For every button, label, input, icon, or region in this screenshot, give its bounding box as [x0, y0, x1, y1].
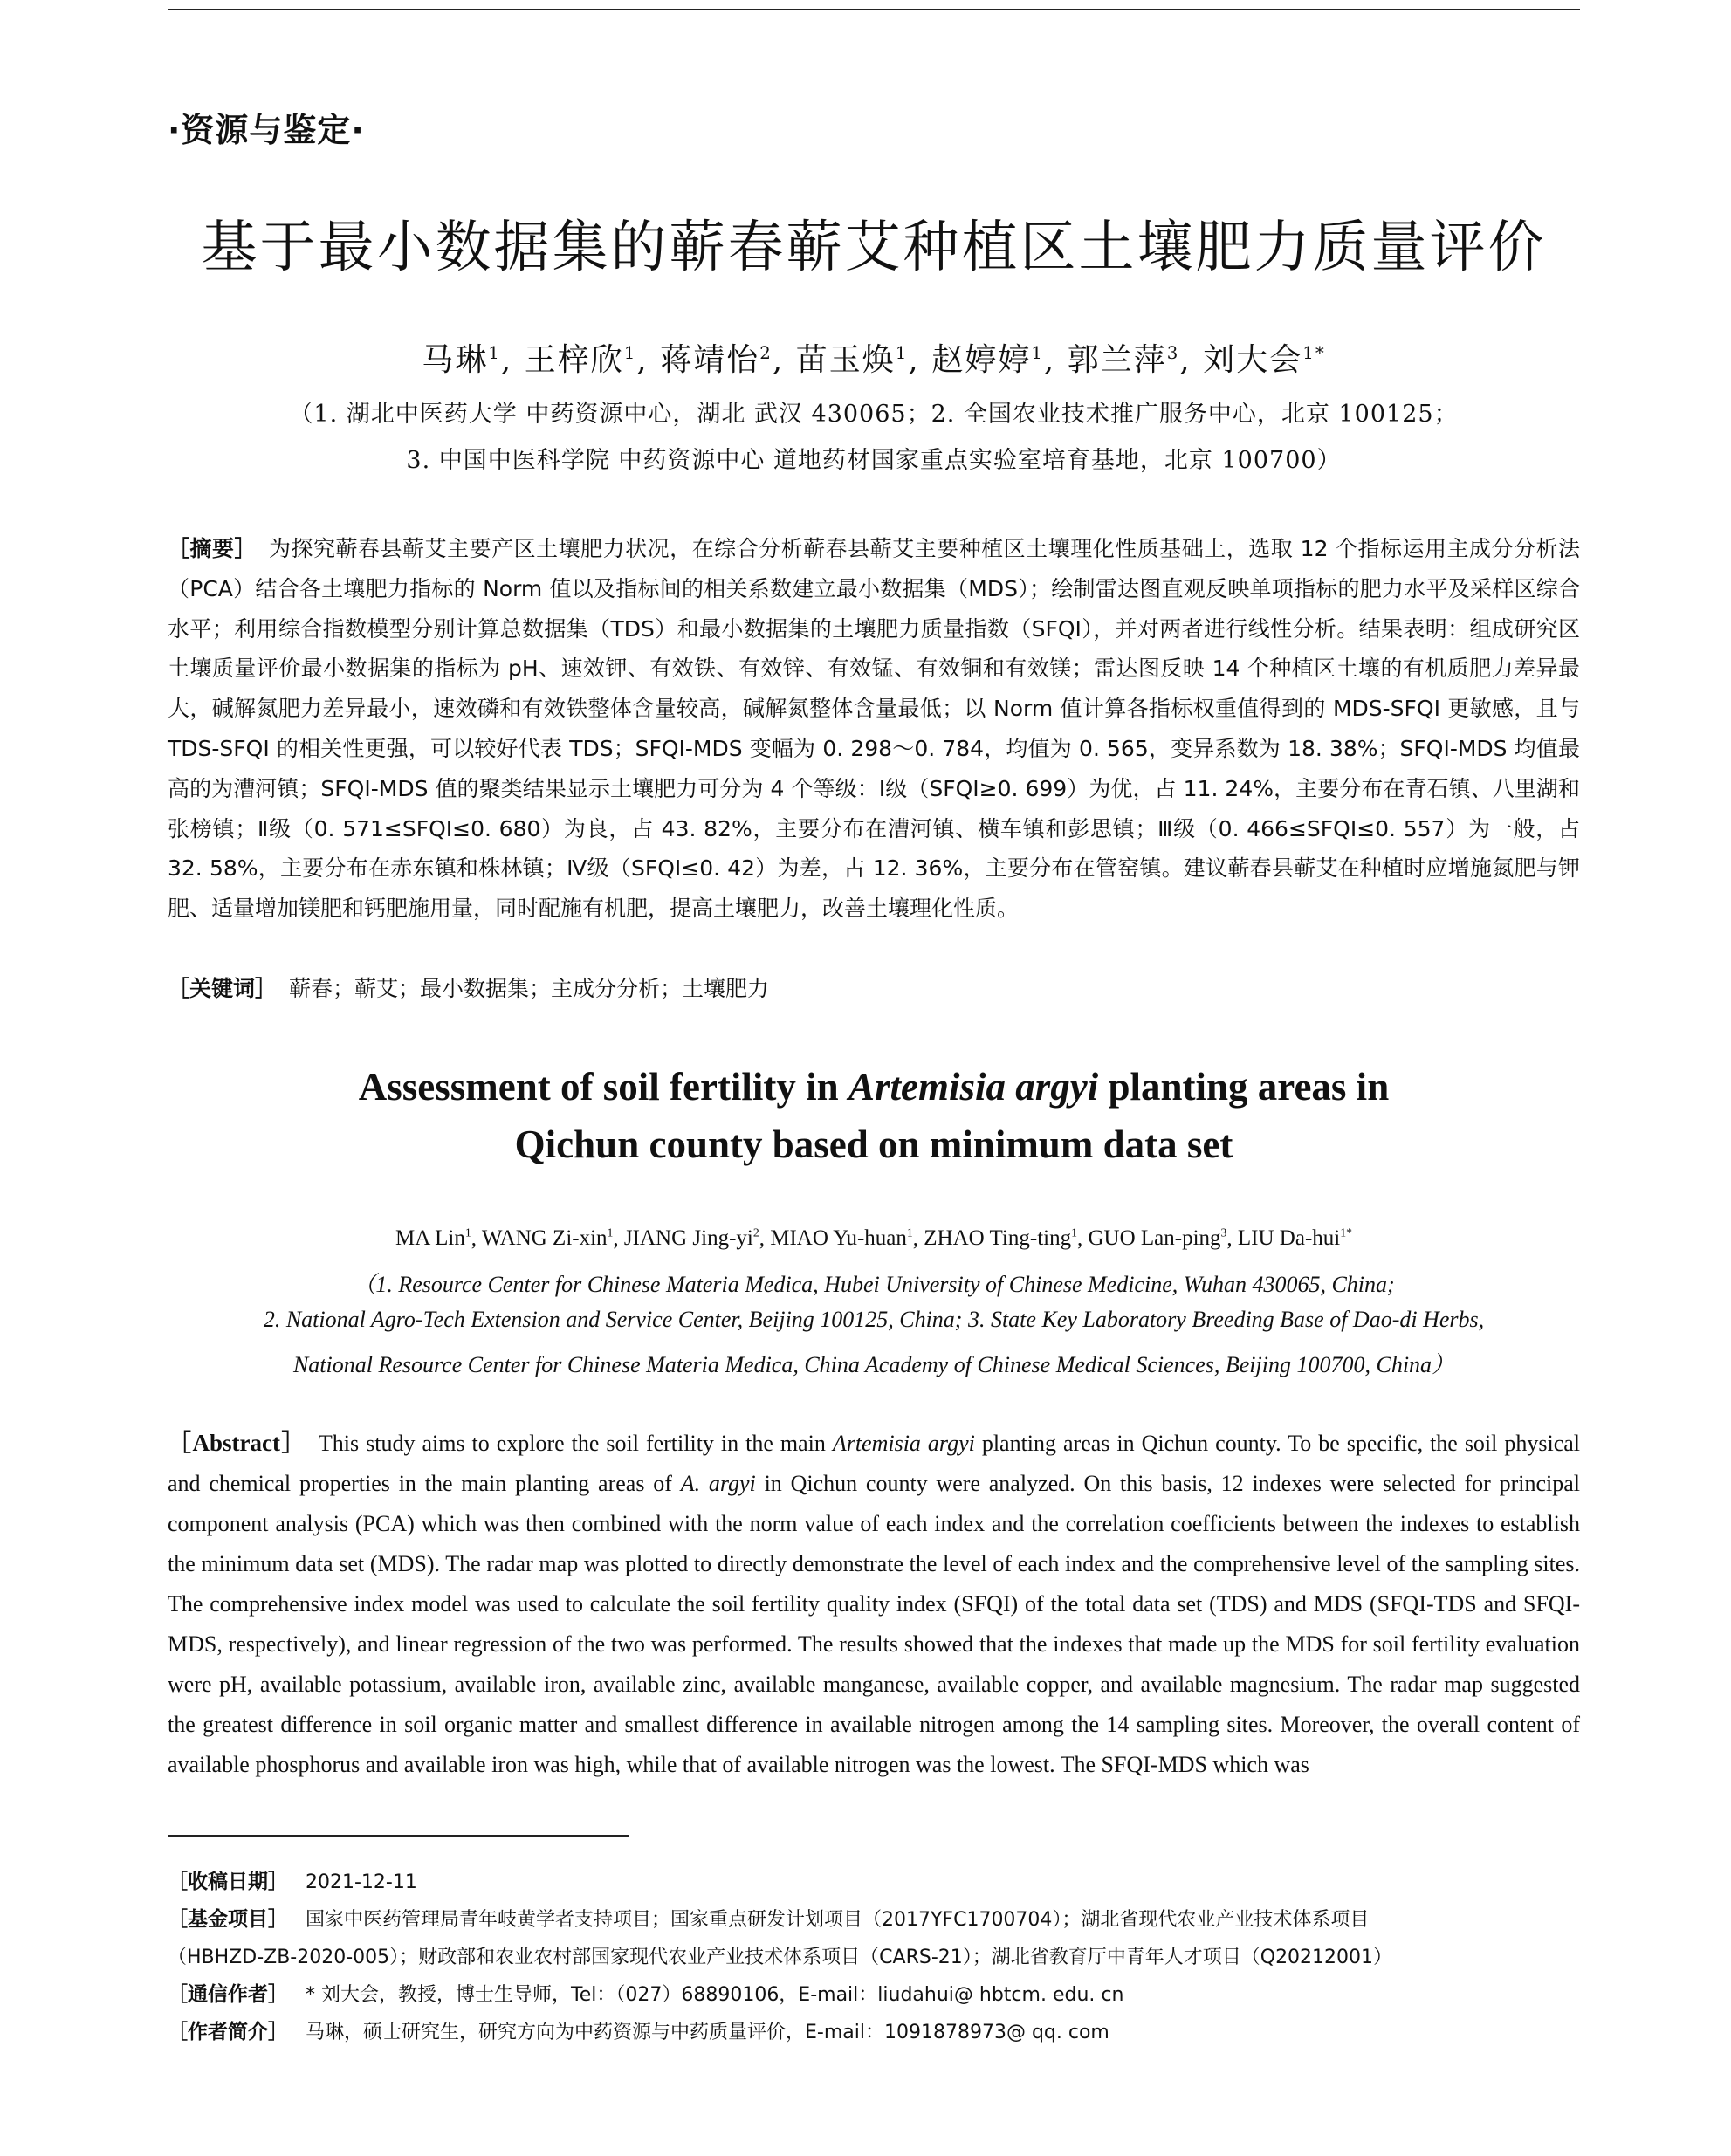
keywords-cn-label: ［关键词］ — [168, 976, 278, 1001]
header-rule — [168, 9, 1580, 10]
footnotes — [168, 1864, 1580, 2051]
author-cn: 马琳$^1$ — [422, 342, 501, 378]
author-cn: 王梓欣$^1$ — [524, 342, 637, 378]
title-en-line: Qichun county based on minimum data set — [514, 1123, 1233, 1166]
author-en: MIAO Yu-huan$^1$ — [770, 1226, 913, 1251]
author-cn: 赵婷婷$^1$ — [931, 342, 1044, 378]
author-en: LIU Da-hui$^{1*}$ — [1237, 1226, 1352, 1251]
author-en: WANG Zi-xin$^1$ — [481, 1226, 614, 1251]
footnote-funding: ［基金项目］ 国家中医药管理局青年岐黄学者支持项目；国家重点研发计划项目（2017YFC1700704）；湖北省现代农业产业技术体系项目 （HBHZD-ZB-2020-005）；财政部和农业农村部国家现代农业产业技术体系项目（CARS-21）；湖北省教育厅中青年人才项目（Q20212001） — [168, 1908, 1393, 1968]
abstract-english: ［Abstract］ This study aims to explore the soil fertility in the main Artemisia argyi planting areas in Qichun county. To be specific, the soil physical and chemical properties in the main planting areas of A. argyi in Qichun county were analyzed. On this basis, 12 indexes were selected for principal component analysis (PCA) which was then combined with the norm value of each index and the correlation coefficients between the indexes to establish the minimum data set (MDS). The radar map was plotted to directly demonstrate the level of each index and the comprehensive level of the sampling sites. The comprehensive index model was used to calculate the soil fertility quality index (SFQI) of the total data set (TDS) and MDS (SFQI-TDS and SFQI-MDS, respectively), and linear regression of the two was performed. The results showed that the indexes that made up the MDS for soil fertility evaluation were pH, available potassium, available iron, available zinc, available manganese, available copper, and available magnesium. The radar map suggested the greatest difference in soil organic matter and smallest difference in available nitrogen among the 14 sampling sites. Moreover, the overall content of available phosphorus and available iron was high, while that of available nitrogen was the lowest. The SFQI-MDS which was — [168, 1430, 1581, 1777]
affiliation-cn-line: （1. 湖北中医药大学 中药资源中心，湖北 武汉 430065；2. 全国农业技术推广服务中心，北京 100125； — [289, 401, 1459, 428]
author-cn: 苗玉焕$^1$ — [795, 342, 909, 378]
footnote-received: ［收稿日期］ 2021-12-11 — [168, 1871, 417, 1893]
authors-english: MA Lin$^1$, WANG Zi-xin$^1$, JIANG Jing-$yi^2$, MIAO Yu-huan$^1$, ZHAO Ting-ting$^1$, GUO Lan-ping$^3$, LIU Da-hui$^{1*}$ — [395, 1226, 1352, 1251]
author-en: GUO Lan-ping$^3$ — [1088, 1226, 1227, 1251]
authors-chinese: 马琳$^1$, 王梓欣$^1$, 蒋靖怡$^2$, 苗玉焕$^1$, 赵婷婷$^1$, 郭兰萍$^3$, 刘大会$^{1*}$ — [422, 342, 1326, 378]
footnote-rule — [168, 1835, 629, 1837]
title-chinese: 基于最小数据集的蕲春蕲艾种植区土壤肥力质量评价 — [201, 216, 1547, 280]
title-en-line: Assessment of soil fertility in Artemisia argyi planting areas in — [358, 1065, 1390, 1109]
affiliation-en-line: 2. National Agro-Tech Extension and Service Center, Beijing 100125, China; 3. State Key Laboratory Breeding Base of Dao-di Herbs, — [263, 1307, 1485, 1332]
abstract-en-label: ［Abstract］ — [168, 1430, 306, 1456]
abstract-cn-label: ［摘要］ — [168, 536, 258, 561]
keywords-cn-text: 蕲春；蕲艾；最小数据集；主成分分析；土壤肥力 — [289, 976, 770, 1001]
author-en: ZHAO Ting-ting$^1$ — [924, 1226, 1077, 1251]
footnote-author-bio: ［作者简介］ 马琳，硕士研究生，研究方向为中药资源与中药质量评价，E-mail：1091878973@ qq. com — [168, 2021, 1109, 2043]
author-en: JIANG Jing-$yi^2$ — [623, 1226, 759, 1251]
section-label: ·资源与鉴定· — [168, 111, 365, 149]
keywords-chinese — [168, 972, 1580, 1003]
abstract-chinese — [168, 529, 1580, 929]
affiliation-en-line: （1. Resource Center for Chinese Materia Medica, Hubei University of Chinese Medicine, Wuhan 430065, China; — [353, 1272, 1395, 1297]
author-cn: 刘大会$^{1*}$ — [1203, 342, 1326, 378]
author-cn: 郭兰萍$^3$ — [1067, 342, 1180, 378]
affiliation-en-line: National Resource Center for Chinese Materia Medica, China Academy of Chinese Medical Sciences, Beijing 100700, China） — [292, 1352, 1455, 1377]
author-en: MA Lin$^1$ — [395, 1226, 471, 1251]
footnote-correspondence: ［通信作者］ * 刘大会，教授，博士生导师，Tel：（027）68890106，E-mail：liudahui@ hbtcm. edu. cn — [168, 1983, 1124, 2006]
author-cn: 蒋靖怡$^2$ — [660, 342, 773, 378]
title-english — [168, 1058, 1580, 1173]
abstract-cn-text: 为探究蕲春县蕲艾主要产区土壤肥力状况，在综合分析蕲春县蕲艾主要种植区土壤理化性质基础上，选取 12 个指标运用主成分分析法（PCA）结合各土壤肥力指标的 Norm 值以及指标间的相关系数建立最小数据集（MDS）；绘制雷达图直观反映单项指标的肥力水平及采样区综合水平；利用综合指数模型分别计算总数据集（TDS）和最小数据集的土壤肥力质量指数（SFQI），并对两者进行线性分析。结果表明：组成研究区土壤质量评价最小数据集的指标为 pH、速效钾、有效铁、有效锌、有效锰、有效铜和有效镁；雷达图反映 14 个种植区土壤的有机质肥力差异最大，碱解氮肥力差异最小，速效磷和有效铁整体含量较高，碱解氮整体含量最低；以 Norm 值计算各指标权重值得到的 MDS-SFQI 更敏感，且与 TDS-SFQI 的相关性更强，可以较好代表 TDS；SFQI-MDS 变幅为 0. 298～0. 784，均值为 0. 565，变异系数为 18. 38%；SFQI-MDS 均值最高的为漕河镇；SFQI-MDS 值的聚类结果显示土壤肥力可分为 4 个等级：Ⅰ级（SFQI≥0. 699）为优，占 11. 24%，主要分布在青石镇、八里湖和张榜镇；Ⅱ级（0. 571≤SFQI≤0. 680）为良，占 43. 82%，主要分布在漕河镇、横车镇和彭思镇；Ⅲ级（0. 466≤SFQI≤0. 557）为一般，占 32. 58%，主要分布在赤东镇和株林镇；Ⅳ级（SFQI≤0. 42）为差，占 12. 36%，主要分布在管窑镇。建议蕲春县蕲艾在种植时应增施氮肥与钾肥、适量增加镁肥和钙肥施用量，同时配施有机肥，提高土壤肥力，改善土壤理化性质。 — [168, 536, 1580, 922]
affiliation-cn-line: 3. 中国中医科学院 中药资源中心 道地药材国家重点实验室培育基地，北京 100700） — [406, 447, 1342, 474]
